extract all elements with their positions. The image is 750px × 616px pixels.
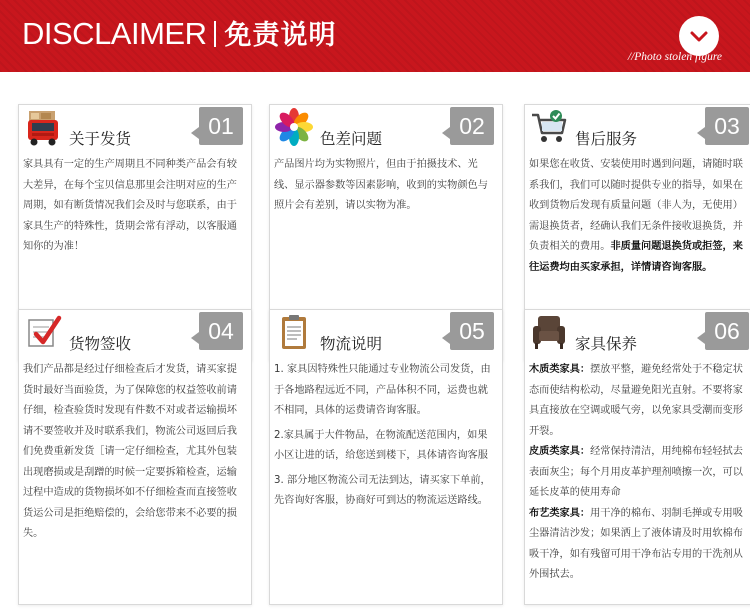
card-number: 04: [199, 312, 243, 350]
care-item: [529, 504, 750, 586]
card-number: 05: [450, 312, 494, 350]
card-title: 关于发货: [69, 130, 132, 148]
color-wheel-icon: [274, 107, 314, 147]
care-text: 经常保持清洁，用纯棉布轻轻拭去表面灰尘；每个月用皮革护理剂喷擦一次，可以延长皮革的使用寿命: [529, 446, 743, 498]
card-text: [274, 360, 496, 512]
checkmark-icon: [23, 312, 63, 352]
care-label: 皮质类家具：: [529, 446, 591, 457]
sofa-icon: [529, 312, 569, 352]
care-item: [529, 360, 750, 442]
chevron-down-button[interactable]: [679, 16, 719, 56]
disclaimer-banner: [0, 0, 750, 72]
care-text: 摆放平整，避免经常处于不稳定状态而使结构松动，尽量避免阳光直射。不要将家具直接放在空调或暖气旁，以免家具受潮而变形开裂。: [529, 364, 743, 437]
card-furniture-care: [524, 309, 750, 605]
bold-notice: 非质量问题退换货或拒签，来往运费均由买家承担，详情请咨询客服。: [529, 241, 743, 273]
card-text: [529, 155, 750, 278]
card-receipt: [18, 309, 252, 605]
banner-title: [22, 14, 336, 54]
card-text: [529, 360, 750, 586]
card-title: 货物签收: [69, 335, 132, 353]
banner-title-en: DISCLAIMER: [22, 16, 207, 51]
paragraph: 1. 家具因特殊性只能通过专业物流公司发货，由于各地路程远近不同，产品体积不同，运费也就不相同，具体的运费请咨询客服。: [274, 364, 491, 416]
title-divider: [214, 21, 216, 47]
card-number: 01: [199, 107, 243, 145]
card-title: 售后服务: [575, 130, 638, 148]
paragraph: [529, 155, 750, 278]
paragraph: 家具具有一定的生产周期且不同种类产品会有较大差异，在每个宝贝信息那里会注明对应的生产周期，如有断货情况我们会及时与您联系，由于家具生产的特殊性，货期会常有浮动，以客服通知你的为准！: [23, 159, 237, 252]
card-logistics: [269, 309, 503, 605]
normal-text: 如果您在收货、安装使用时遇到问题，请随时联系我们，我们可以随时提供专业的指导，如果在收到货物后发现有质量问题（非人为，无使用）需退换货者，经确认我们无条件接收退换货，并负责相关的费用。: [529, 159, 743, 252]
truck-icon: [23, 107, 63, 147]
card-title: 色差问题: [320, 130, 383, 148]
care-text: 用干净的棉布、羽制毛掸或专用吸尘器清洁沙发；如果洒上了液体请及时用软棉布吸干净，如有残留可用干净布沾专用的干洗剂从外围拭去。: [529, 507, 743, 580]
card-title: 物流说明: [320, 335, 383, 353]
clipboard-icon: [274, 312, 314, 352]
paragraph: 3. 部分地区物流公司无法到达，请买家下单前，先咨询好客服，协商好可到达的物流运送路线。: [274, 474, 491, 506]
paragraph: 我们产品都是经过仔细检查后才发货，请买家提货时最好当面验货，为了保障您的权益签收前请仔细，检查验货时发现有件数不对或者运输损坏请不要签收并及时联系我们，物流公司返回后我们免费重新发货［请一定仔细检查，尤其外包装出现磨损或是刮蹭的时候一定要拆箱检查，运输过程中造成的货物损坏如不仔细检查而直接签收货运公司是拒绝赔偿的，会给您带来不必要的损失。: [23, 364, 237, 539]
shopping-cart-icon: [529, 107, 569, 147]
care-item: [529, 442, 750, 504]
card-number: 06: [705, 312, 749, 350]
card-text: [23, 360, 245, 545]
care-label: 布艺类家具：: [529, 507, 591, 519]
card-number: 03: [705, 107, 749, 145]
photo-credit: //Photo stolen figure: [627, 51, 722, 63]
paragraph: 产品图片均为实物照片，但由于拍摄技术、光线、显示器参数等因素影响，收到的实物颜色与照片会有差别，请以实物为准。: [274, 159, 488, 211]
care-label: 木质类家具：: [529, 364, 591, 375]
chevron-down-icon: [687, 24, 711, 48]
card-number: 02: [450, 107, 494, 145]
card-title: 家具保养: [575, 335, 638, 353]
banner-title-cn: 免责说明: [224, 20, 337, 51]
card-text: [274, 155, 496, 217]
card-text: [23, 155, 245, 258]
paragraph: 2.家具属于大件物品，在物流配送范围内，如果小区让进的话，给您送到楼下，具体请咨询客服: [274, 429, 488, 461]
